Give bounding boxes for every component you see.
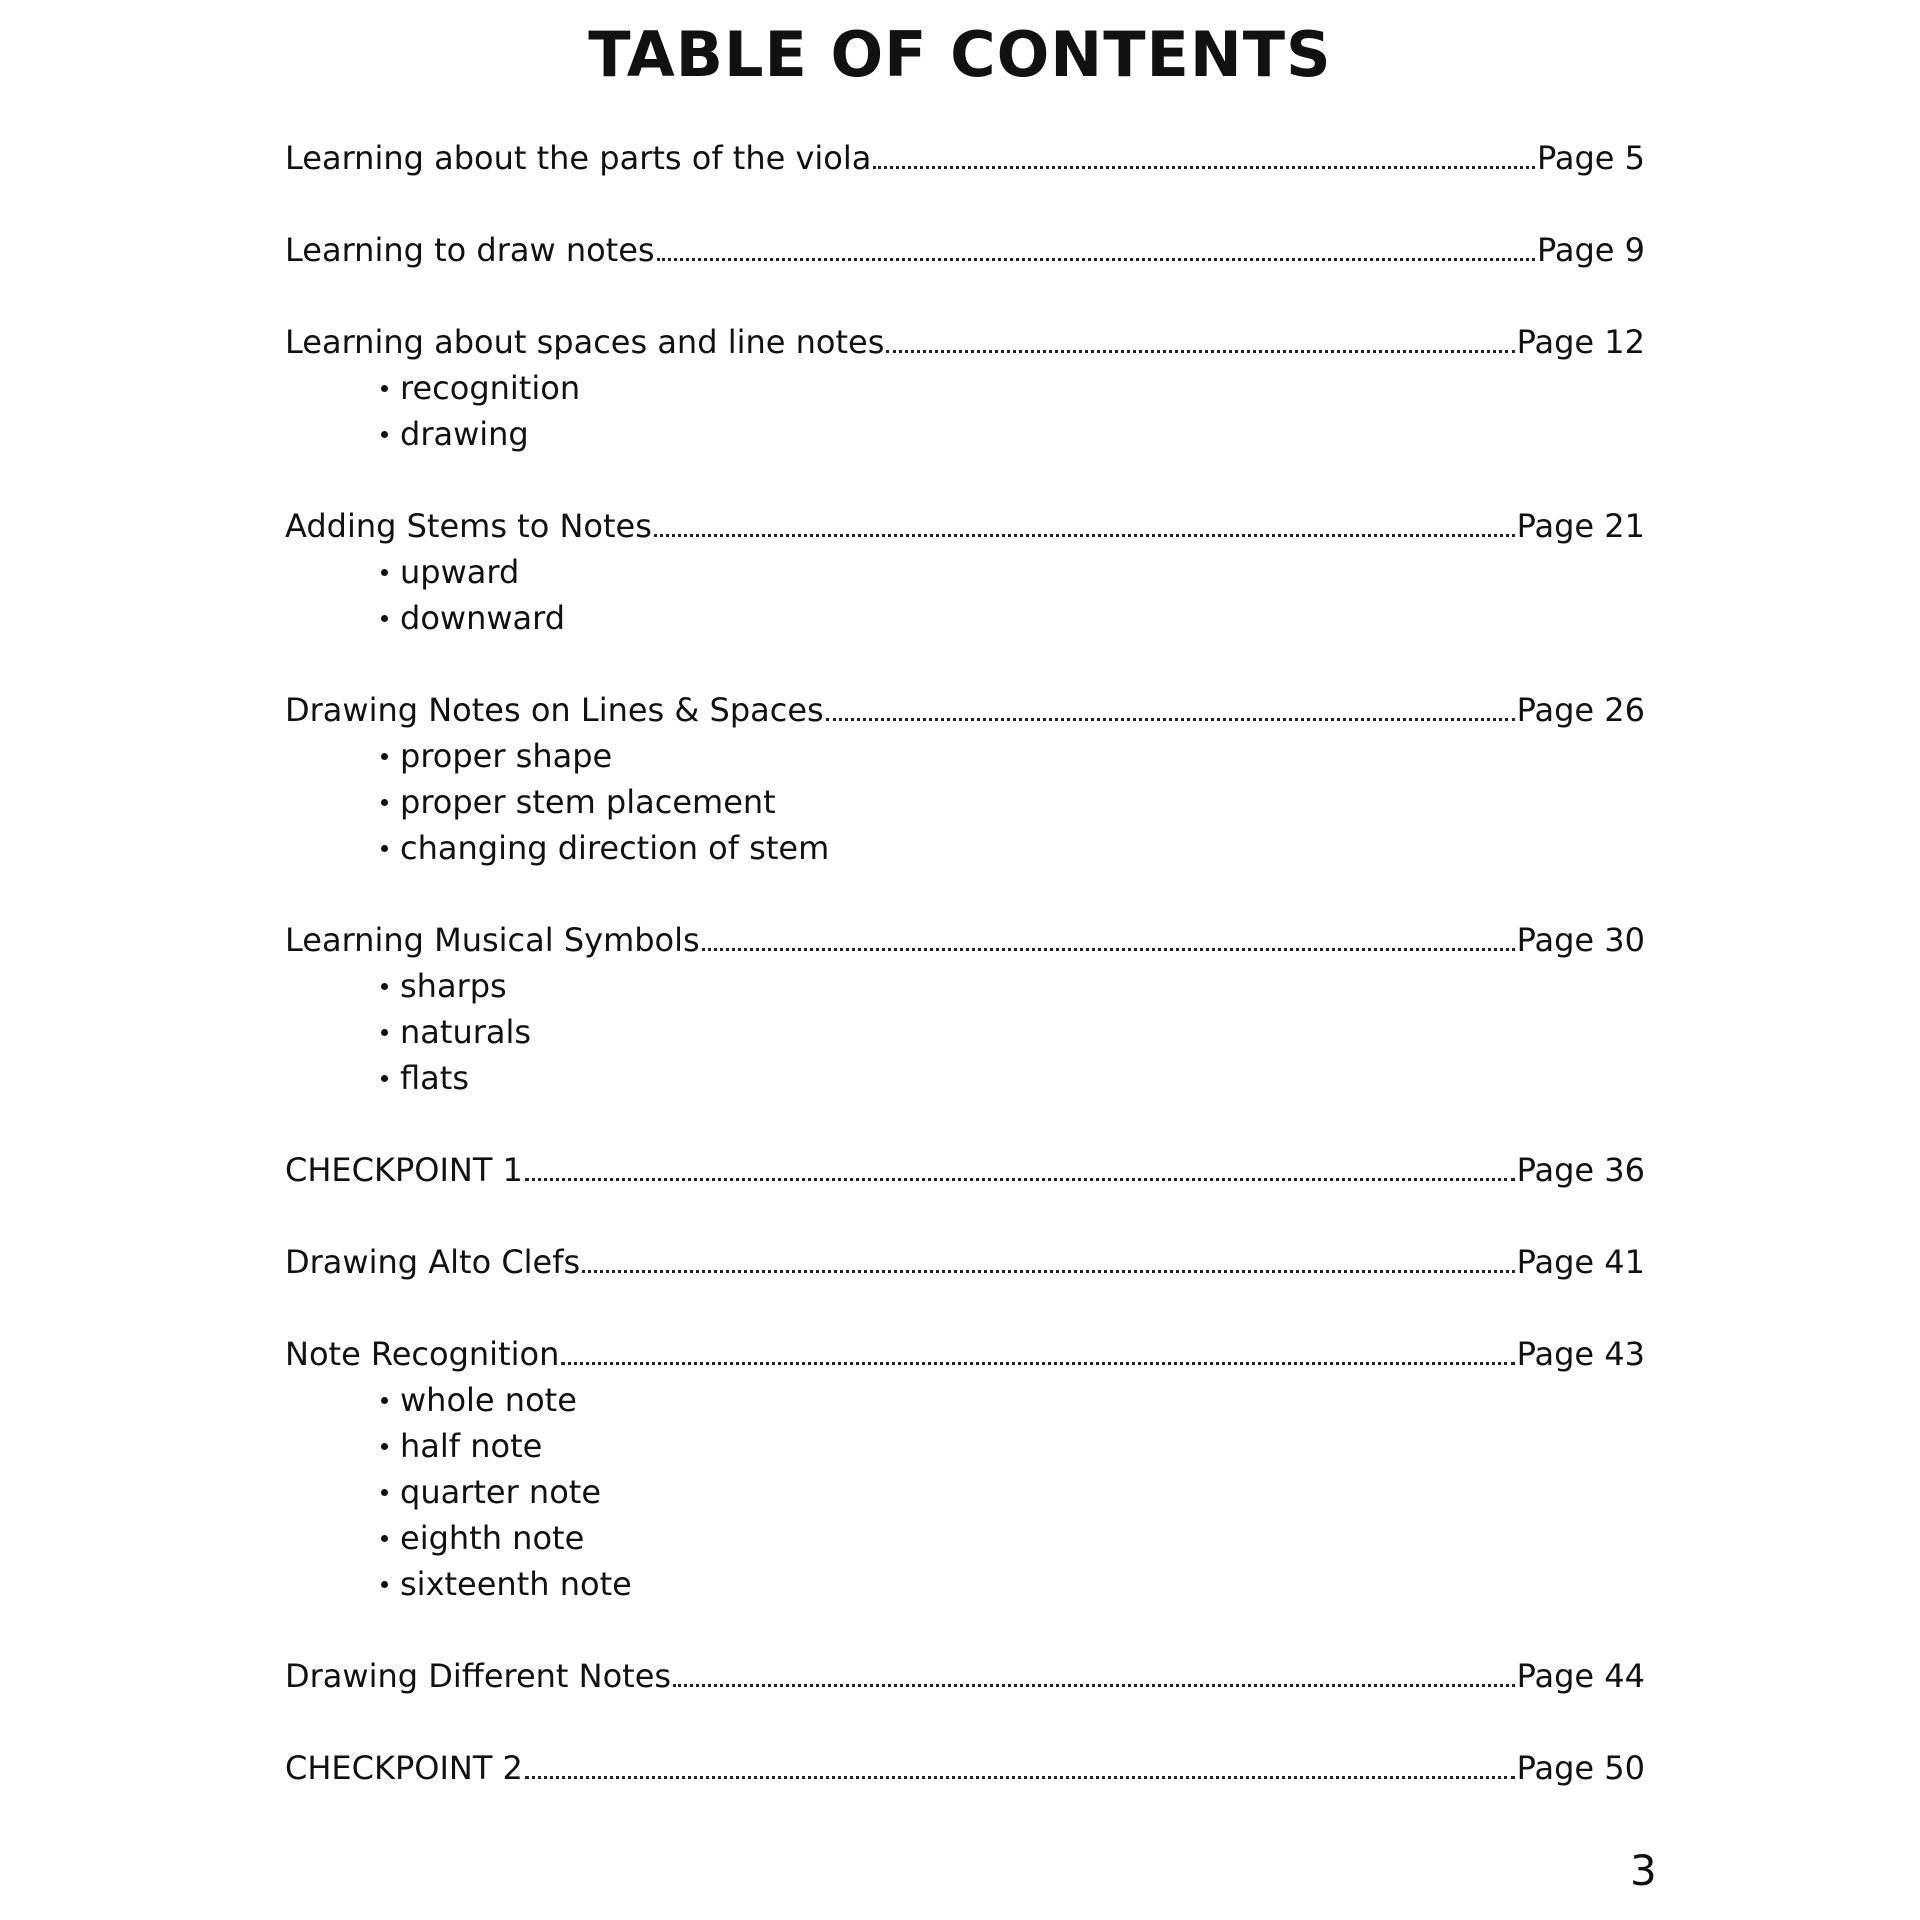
toc-entry	[285, 227, 1645, 273]
toc-subitem-label: whole note	[400, 1381, 577, 1419]
bullet-icon	[381, 1535, 388, 1542]
toc-entry-line	[285, 917, 1645, 963]
toc-entry	[285, 917, 1645, 1101]
toc-entry-line	[285, 319, 1645, 365]
toc-subitem	[285, 1423, 1645, 1469]
toc-entry-page: Page 44	[1516, 1657, 1645, 1695]
toc-entry-title: Learning about the parts of the viola	[285, 139, 872, 177]
toc-entry-line	[285, 503, 1645, 549]
toc-subitem	[285, 825, 1645, 871]
toc-entry-title: Learning Musical Symbols	[285, 921, 700, 959]
leader-dots	[873, 166, 1535, 169]
toc-entry	[285, 319, 1645, 457]
toc-entry	[285, 503, 1645, 641]
toc-entry-line	[285, 1745, 1645, 1791]
toc-entry	[285, 687, 1645, 871]
bullet-icon	[381, 1397, 388, 1404]
bullet-icon	[381, 385, 388, 392]
bullet-icon	[381, 615, 388, 622]
toc-entry	[285, 1745, 1645, 1791]
toc-subitem-label: proper stem placement	[400, 783, 776, 821]
leader-dots	[525, 1178, 1515, 1181]
bullet-icon	[381, 799, 388, 806]
bullet-icon	[381, 753, 388, 760]
leader-dots	[582, 1270, 1514, 1273]
bullet-icon	[381, 1029, 388, 1036]
toc-entry-page: Page 21	[1516, 507, 1645, 545]
toc-entry-page: Page 12	[1516, 323, 1645, 361]
toc-entry-title: Drawing Alto Clefs	[285, 1243, 581, 1281]
bullet-icon	[381, 1443, 388, 1450]
toc-entry-title: CHECKPOINT 1	[285, 1151, 523, 1189]
toc-subitem	[285, 733, 1645, 779]
bullet-icon	[381, 845, 388, 852]
toc-subitem-label: half note	[400, 1427, 543, 1465]
toc-entry-title: Note Recognition	[285, 1335, 560, 1373]
toc-entry-line	[285, 1147, 1645, 1193]
toc-subitem-label: sixteenth note	[400, 1565, 632, 1603]
page-number: 3	[1630, 1846, 1657, 1895]
toc-entry-page: Page 30	[1516, 921, 1645, 959]
toc-entry-line	[285, 687, 1645, 733]
toc-subitem-label: quarter note	[400, 1473, 602, 1511]
leader-dots	[654, 534, 1515, 537]
leader-dots	[561, 1362, 1514, 1365]
toc-subitem	[285, 1055, 1645, 1101]
toc-entry-line	[285, 1331, 1645, 1377]
toc-entry	[285, 1653, 1645, 1699]
toc-subitem	[285, 549, 1645, 595]
leader-dots	[525, 1776, 1515, 1779]
toc-subitem	[285, 1515, 1645, 1561]
leader-dots	[673, 1684, 1515, 1687]
toc-entry-page: Page 41	[1516, 1243, 1645, 1281]
toc-entry	[285, 1147, 1645, 1193]
table-of-contents	[285, 135, 1645, 1837]
toc-subitem	[285, 963, 1645, 1009]
toc-subitem-label: naturals	[400, 1013, 532, 1051]
toc-subitem-label: upward	[400, 553, 520, 591]
toc-entry-page: Page 9	[1537, 231, 1645, 269]
toc-entry-title: Learning about spaces and line notes	[285, 323, 885, 361]
toc-entry-line	[285, 1653, 1645, 1699]
toc-entry-line	[285, 135, 1645, 181]
toc-entry	[285, 135, 1645, 181]
bullet-icon	[381, 1075, 388, 1082]
leader-dots	[886, 350, 1514, 353]
toc-entry-title: Drawing Notes on Lines & Spaces	[285, 691, 824, 729]
leader-dots	[826, 718, 1515, 721]
toc-subitem-label: sharps	[400, 967, 507, 1005]
toc-subitem-label: changing direction of stem	[400, 829, 830, 867]
toc-subitem	[285, 365, 1645, 411]
toc-subitem	[285, 1009, 1645, 1055]
toc-entry-title: CHECKPOINT 2	[285, 1749, 523, 1787]
toc-entry-line	[285, 227, 1645, 273]
toc-subitem-label: downward	[400, 599, 566, 637]
toc-entry-line	[285, 1239, 1645, 1285]
toc-subitem	[285, 411, 1645, 457]
toc-subitem-label: recognition	[400, 369, 581, 407]
toc-entry-page: Page 36	[1516, 1151, 1645, 1189]
toc-subitem	[285, 1377, 1645, 1423]
toc-subitem	[285, 595, 1645, 641]
toc-entry-page: Page 43	[1516, 1335, 1645, 1373]
bullet-icon	[381, 1581, 388, 1588]
bullet-icon	[381, 431, 388, 438]
page-title: TABLE OF CONTENTS	[588, 18, 1332, 91]
toc-subitem-label: proper shape	[400, 737, 613, 775]
leader-dots	[702, 948, 1515, 951]
toc-entry-page: Page 5	[1537, 139, 1645, 177]
leader-dots	[657, 258, 1535, 261]
bullet-icon	[381, 569, 388, 576]
bullet-icon	[381, 1489, 388, 1496]
toc-entry-title: Adding Stems to Notes	[285, 507, 652, 545]
toc-subitem	[285, 1561, 1645, 1607]
toc-subitem-label: eighth note	[400, 1519, 585, 1557]
toc-entry-title: Drawing Different Notes	[285, 1657, 672, 1695]
toc-subitem	[285, 779, 1645, 825]
toc-entry-page: Page 50	[1516, 1749, 1645, 1787]
toc-subitem	[285, 1469, 1645, 1515]
toc-entry-title: Learning to draw notes	[285, 231, 655, 269]
bullet-icon	[381, 983, 388, 990]
toc-entry	[285, 1239, 1645, 1285]
toc-subitem-label: drawing	[400, 415, 529, 453]
toc-entry-page: Page 26	[1516, 691, 1645, 729]
toc-entry	[285, 1331, 1645, 1607]
toc-subitem-label: flats	[400, 1059, 469, 1097]
